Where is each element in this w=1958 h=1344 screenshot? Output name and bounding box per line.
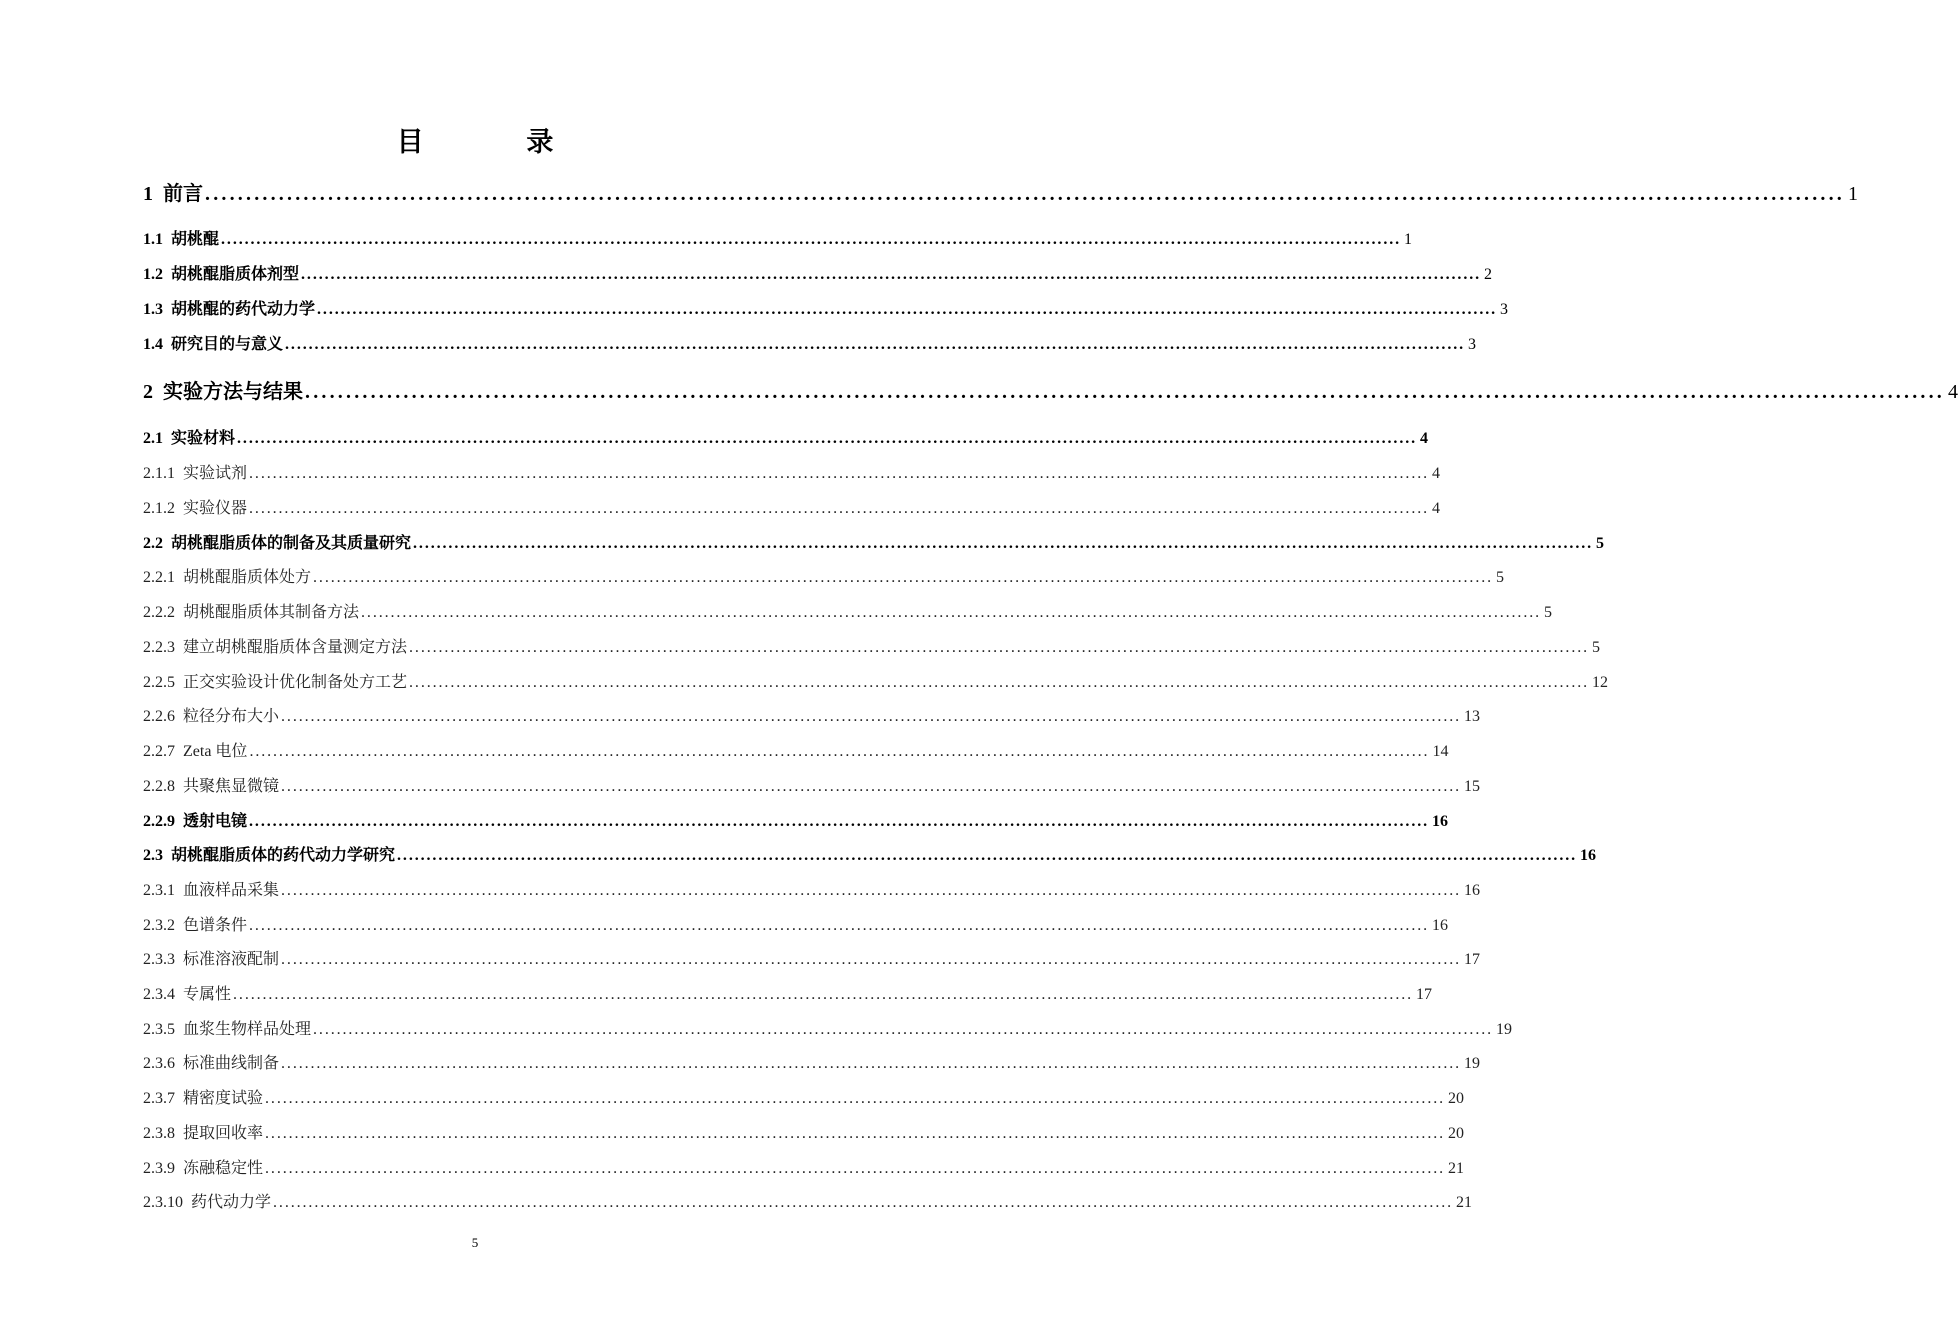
toc-entry-label: 2.2.5 正交实验设计优化制备处方工艺 — [143, 674, 408, 691]
toc-entry-label: 2.1.1 实验试剂 — [143, 465, 248, 482]
toc-entry-label: 2.2 胡桃醌脂质体的制备及其质量研究 — [143, 535, 412, 552]
toc-leader-dots: ........................................................................................................................................................................................................ — [361, 604, 1542, 621]
toc-entry[interactable] — [143, 1191, 1473, 1215]
toc-entry-page: 4 — [1432, 500, 1441, 517]
toc-leader-dots: ........................................................................................................................................................................................................ — [205, 183, 1845, 205]
toc-entry-label: 2.2.9 透射电镜 — [143, 813, 248, 830]
toc-leader-dots: ........................................................................................................................................................................................................ — [249, 465, 1430, 482]
toc-leader-dots: ........................................................................................................................................................................................................ — [233, 986, 1414, 1003]
toc-entry-label: 2.3.8 提取回收率 — [143, 1125, 264, 1142]
toc-entry[interactable] — [143, 636, 1601, 660]
toc-leader-dots: ........................................................................................................................................................................................................ — [317, 301, 1498, 318]
toc-entry[interactable] — [143, 775, 1481, 799]
toc-entry-page: 20 — [1448, 1090, 1465, 1107]
toc-leader-dots: ........................................................................................................................................................................................................ — [409, 674, 1590, 691]
toc-entry[interactable] — [143, 1018, 1513, 1042]
toc-leader-dots: ........................................................................................................................................................................................................ — [305, 381, 1945, 403]
toc-entry[interactable] — [143, 462, 1441, 486]
toc-entry[interactable] — [143, 427, 1429, 451]
toc-entry-page: 5 — [1544, 604, 1553, 621]
toc-entry[interactable] — [143, 228, 1413, 252]
toc-leader-dots: ........................................................................................................................................................................................................ — [237, 430, 1418, 447]
toc-entry-page: 13 — [1464, 708, 1481, 725]
toc-entry-page: 19 — [1496, 1021, 1513, 1038]
toc-entry-page: 4 — [1420, 430, 1429, 447]
toc-leader-dots: ........................................................................................................................................................................................................ — [409, 639, 1590, 656]
toc-entry-label: 2.1.2 实验仪器 — [143, 500, 248, 517]
toc-entry-label: 2.3.10 药代动力学 — [143, 1194, 272, 1211]
toc-entry-label: 2.2.2 胡桃醌脂质体其制备方法 — [143, 604, 360, 621]
toc-entry-label: 2 实验方法与结果 — [143, 381, 303, 403]
toc-entry[interactable] — [143, 983, 1433, 1007]
toc-entry[interactable] — [143, 263, 1493, 287]
toc-entry[interactable] — [143, 566, 1505, 590]
toc-leader-dots: ........................................................................................................................................................................................................ — [249, 917, 1430, 934]
toc-entry-page: 3 — [1468, 336, 1477, 353]
toc-entry-page: 17 — [1416, 986, 1433, 1003]
toc-leader-dots: ........................................................................................................................................................................................................ — [301, 266, 1482, 283]
toc-entry[interactable] — [143, 740, 1449, 764]
toc-entry[interactable] — [143, 914, 1449, 938]
toc-title: 目 录 — [396, 127, 602, 157]
toc-entry[interactable] — [143, 671, 1609, 695]
toc-entry[interactable] — [143, 948, 1481, 972]
toc-entry[interactable] — [143, 298, 1509, 322]
toc-entry[interactable] — [143, 705, 1481, 729]
toc-entry-page: 20 — [1448, 1125, 1465, 1142]
toc-entry-label: 2.2.3 建立胡桃醌脂质体含量测定方法 — [143, 639, 408, 656]
toc-entry-page: 4 — [1948, 381, 1958, 403]
toc-entry-page: 1 — [1848, 183, 1858, 205]
toc-entry[interactable] — [143, 497, 1441, 521]
toc-entry-label: 2.3.1 血液样品采集 — [143, 882, 280, 899]
toc-leader-dots: ........................................................................................................................................................................................................ — [249, 813, 1430, 830]
toc-entry-label: 2.3.5 血浆生物样品处理 — [143, 1021, 312, 1038]
toc-leader-dots: ........................................................................................................................................................................................................ — [265, 1160, 1446, 1177]
toc-leader-dots: ........................................................................................................................................................................................................ — [281, 708, 1462, 725]
toc-entry-page: 4 — [1432, 465, 1441, 482]
toc-entry[interactable] — [143, 1122, 1465, 1146]
toc-leader-dots: ........................................................................................................................................................................................................ — [281, 778, 1462, 795]
toc-entry-page: 16 — [1580, 847, 1597, 864]
toc-entry-page: 16 — [1432, 813, 1449, 830]
toc-leader-dots: ........................................................................................................................................................................................................ — [273, 1194, 1454, 1211]
toc-entry[interactable] — [143, 1052, 1481, 1076]
toc-entry[interactable] — [143, 378, 1958, 406]
toc-entry-label: 2.2.8 共聚焦显微镜 — [143, 778, 280, 795]
toc-entry-page: 1 — [1404, 231, 1413, 248]
toc-entry-page: 5 — [1592, 639, 1601, 656]
toc-entry[interactable] — [143, 180, 1858, 208]
toc-leader-dots: ........................................................................................................................................................................................................ — [281, 951, 1462, 968]
toc-leader-dots: ........................................................................................................................................................................................................ — [281, 1055, 1462, 1072]
toc-entry-label: 2.3.7 精密度试验 — [143, 1090, 264, 1107]
toc-entry[interactable] — [143, 1157, 1465, 1181]
toc-entry-page: 5 — [1496, 569, 1505, 586]
toc-entry-label: 2.3.4 专属性 — [143, 986, 232, 1003]
toc-entry-page: 16 — [1464, 882, 1481, 899]
toc-leader-dots: ........................................................................................................................................................................................................ — [285, 336, 1466, 353]
toc-entry-page: 15 — [1464, 778, 1481, 795]
toc-entry-page: 3 — [1500, 301, 1509, 318]
toc-entry-label: 2.2.1 胡桃醌脂质体处方 — [143, 569, 312, 586]
toc-entry[interactable] — [143, 810, 1449, 834]
toc-leader-dots: ........................................................................................................................................................................................................ — [221, 231, 1402, 248]
toc-entry[interactable] — [143, 333, 1477, 357]
toc-entry[interactable] — [143, 844, 1597, 868]
toc-leader-dots: ........................................................................................................................................................................................................ — [249, 743, 1430, 760]
toc-entry-label: 2.3.9 冻融稳定性 — [143, 1160, 264, 1177]
toc-entry-page: 21 — [1448, 1160, 1465, 1177]
toc-entry-label: 2.3.2 色谱条件 — [143, 917, 248, 934]
toc-entry-page: 5 — [1596, 535, 1605, 552]
toc-entry[interactable] — [143, 1087, 1465, 1111]
toc-entry[interactable] — [143, 532, 1605, 556]
toc-leader-dots: ........................................................................................................................................................................................................ — [397, 847, 1578, 864]
toc-entry-label: 2.2.6 粒径分布大小 — [143, 708, 280, 725]
toc-entry-label: 2.1 实验材料 — [143, 430, 236, 447]
toc-entry-label: 2.3 胡桃醌脂质体的药代动力学研究 — [143, 847, 396, 864]
toc-leader-dots: ........................................................................................................................................................................................................ — [313, 569, 1494, 586]
toc-leader-dots: ........................................................................................................................................................................................................ — [413, 535, 1594, 552]
toc-entry[interactable] — [143, 879, 1481, 903]
toc-entry-label: 1.1 胡桃醌 — [143, 231, 220, 248]
toc-leader-dots: ........................................................................................................................................................................................................ — [265, 1125, 1446, 1142]
toc-entry-label: 1.2 胡桃醌脂质体剂型 — [143, 266, 300, 283]
toc-entry-page: 17 — [1464, 951, 1481, 968]
toc-entry-page: 14 — [1432, 743, 1449, 760]
toc-entry-page: 12 — [1592, 674, 1609, 691]
toc-entry-page: 2 — [1484, 266, 1493, 283]
toc-entry-page: 21 — [1456, 1194, 1473, 1211]
toc-entry-label: 2.3.6 标准曲线制备 — [143, 1055, 280, 1072]
toc-leader-dots: ........................................................................................................................................................................................................ — [281, 882, 1462, 899]
toc-leader-dots: ........................................................................................................................................................................................................ — [249, 500, 1430, 517]
toc-entry-page: 19 — [1464, 1055, 1481, 1072]
toc-leader-dots: ........................................................................................................................................................................................................ — [265, 1090, 1446, 1107]
toc-entry-label: 1 前言 — [143, 183, 203, 205]
toc-entry-label: 2.3.3 标准溶液配制 — [143, 951, 280, 968]
toc-entry-label: 1.4 研究目的与意义 — [143, 336, 284, 353]
toc-entry-label: 1.3 胡桃醌的药代动力学 — [143, 301, 316, 318]
toc-leader-dots: ........................................................................................................................................................................................................ — [313, 1021, 1494, 1038]
toc-entry-label: 2.2.7 Zeta 电位 — [143, 743, 248, 760]
toc-entry[interactable] — [143, 601, 1553, 625]
toc-entry-page: 16 — [1432, 917, 1449, 934]
page-number: 5 — [471, 1235, 479, 1250]
